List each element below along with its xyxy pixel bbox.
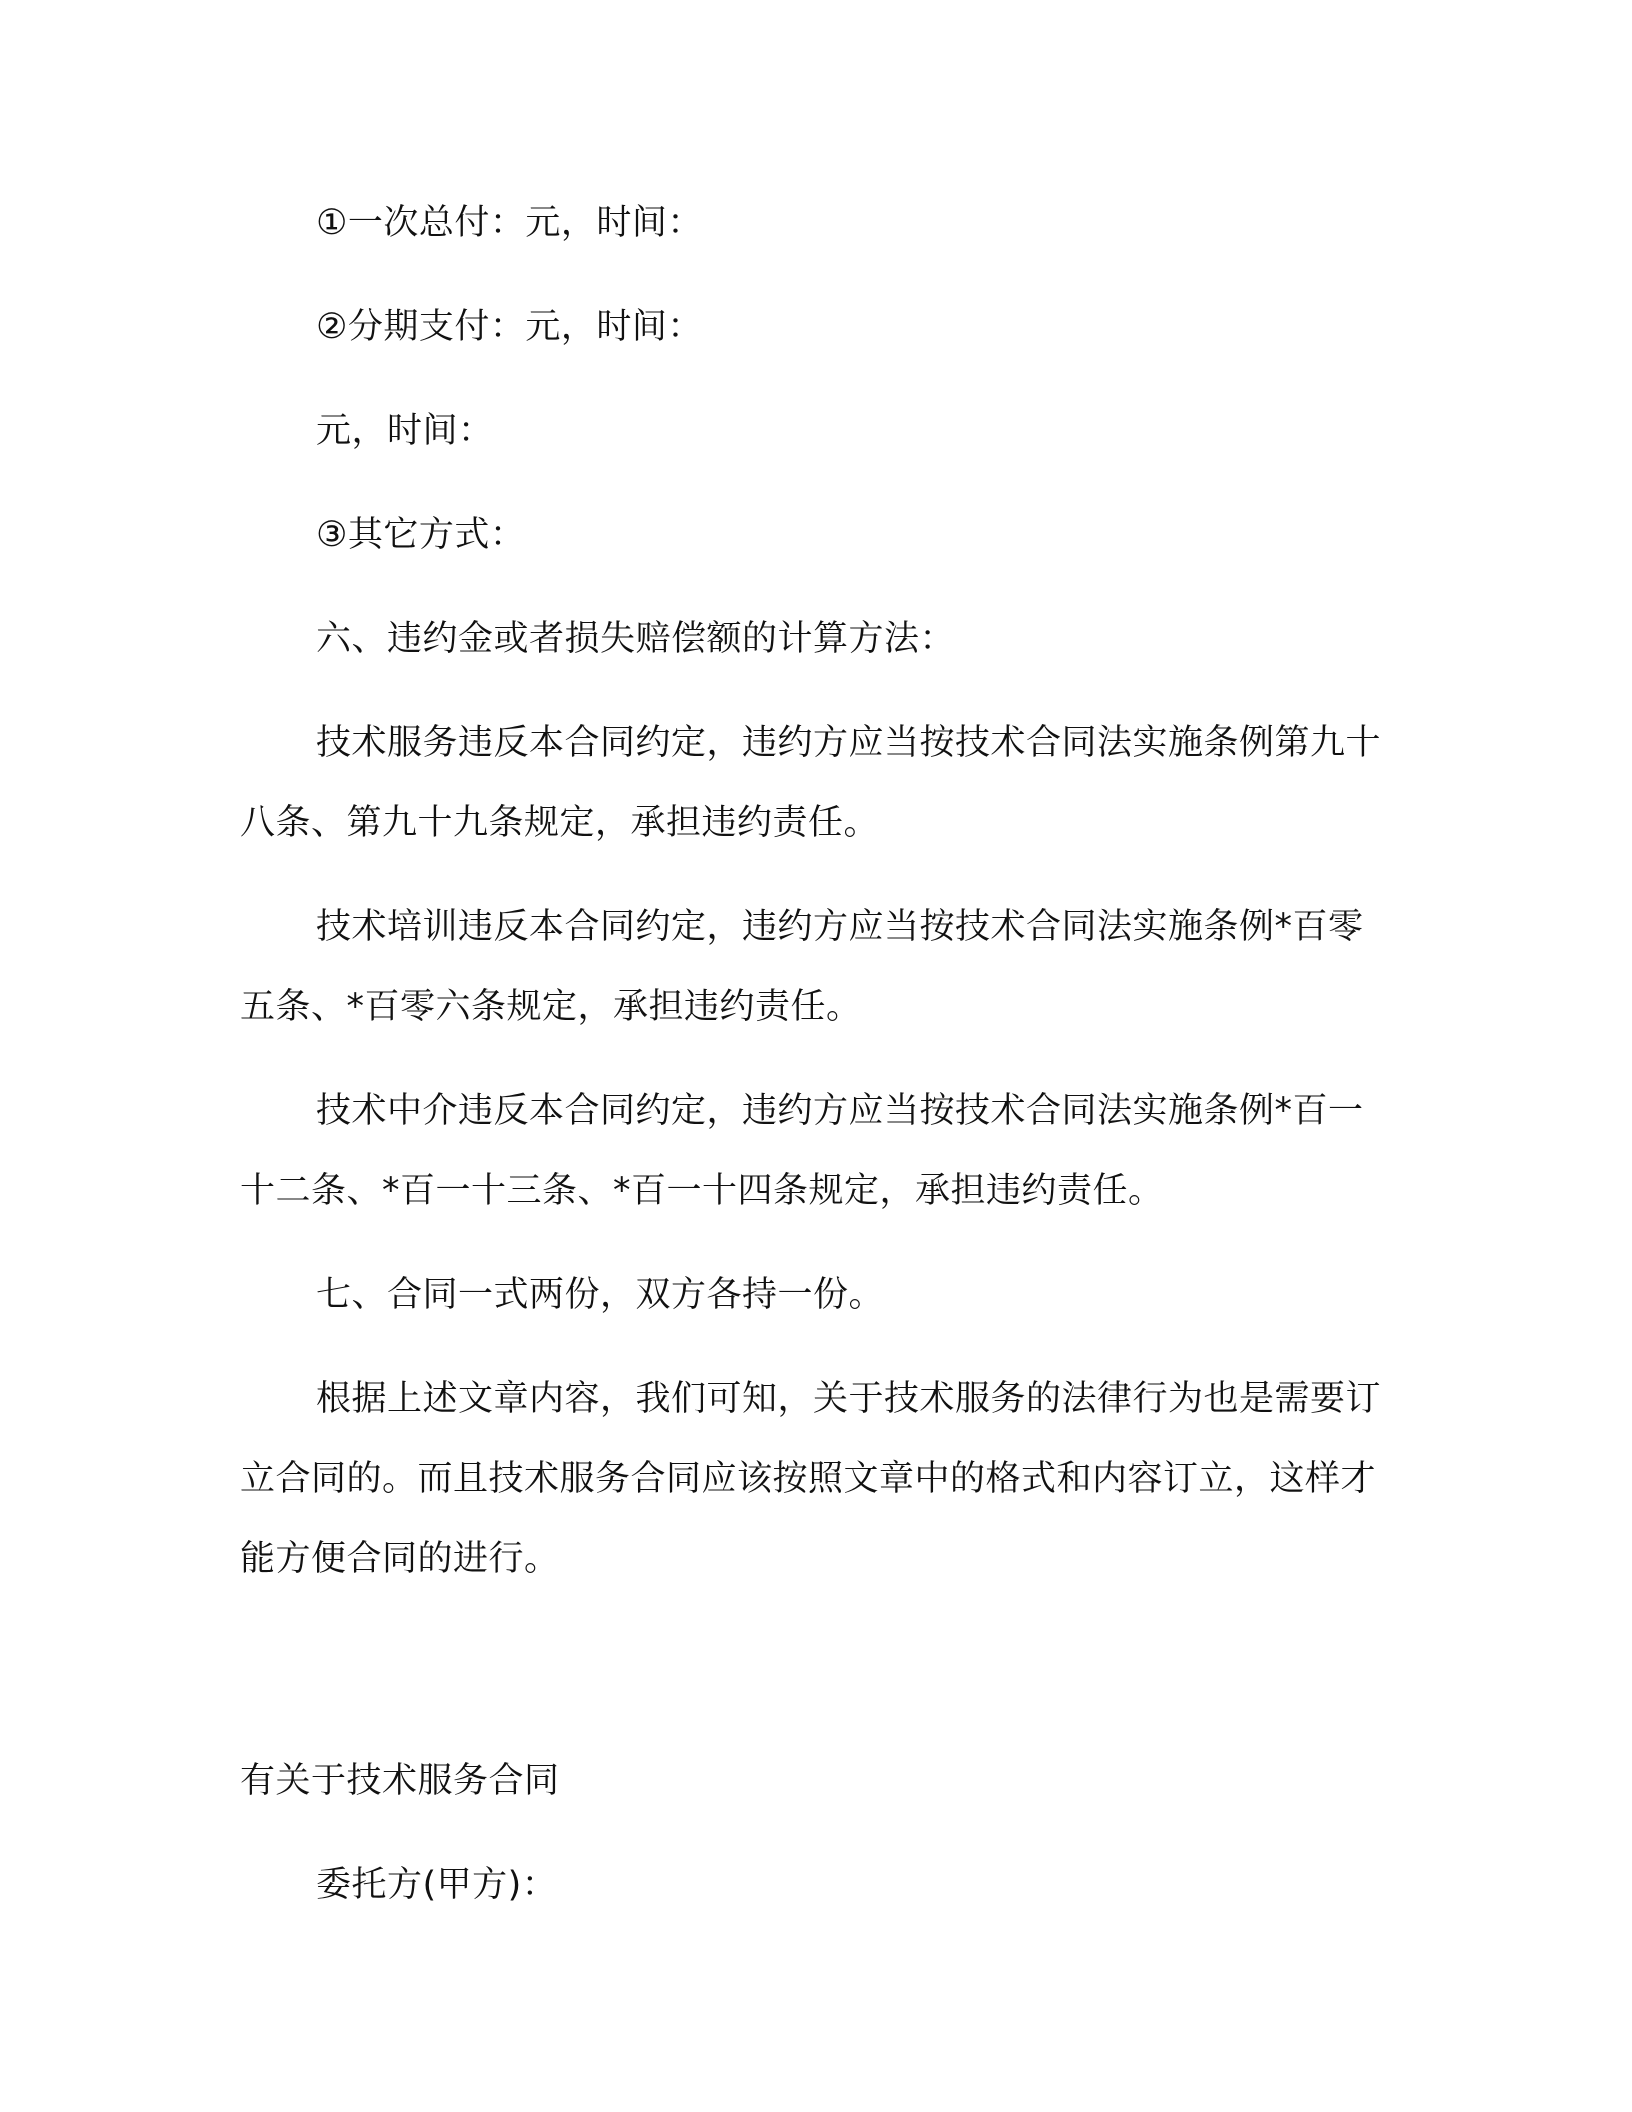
payment-installment-continued: 元，时间：	[316, 411, 494, 451]
document-body	[240, 183, 1390, 1925]
clause-six-heading: 六、违约金或者损失赔偿额的计算方法：	[316, 619, 956, 659]
payment-lump-sum: ①一次总付：元，时间：	[316, 203, 703, 243]
payment-other: ③其它方式：	[316, 515, 526, 555]
clause-seven: 七、合同一式两份，双方各持一份。	[316, 1275, 885, 1315]
summary-paragraph: 根据上述文章内容，我们可知，关于技术服务的法律行为也是需要订立合同的。而且技术服务合同应该按照文章中的格式和内容订立，这样才能方便合同的进行。	[240, 1379, 1382, 1579]
client-label: 委托方(甲方)：	[316, 1865, 558, 1905]
clause-technical-training: 技术培训违反本合同约定，违约方应当按技术合同法实施条例*百零五条、*百零六条规定，承担违约责任。	[240, 907, 1364, 1027]
payment-installment: ②分期支付：元，时间：	[316, 307, 703, 347]
clause-technical-service: 技术服务违反本合同约定，违约方应当按技术合同法实施条例第九十八条、第九十九条规定，承担违约责任。	[240, 723, 1382, 843]
clause-technical-intermediary: 技术中介违反本合同约定，违约方应当按技术合同法实施条例*百一十二条、*百一十三条、*百一十四条规定，承担违约责任。	[240, 1091, 1364, 1211]
section-title: 有关于技术服务合同	[240, 1761, 560, 1801]
